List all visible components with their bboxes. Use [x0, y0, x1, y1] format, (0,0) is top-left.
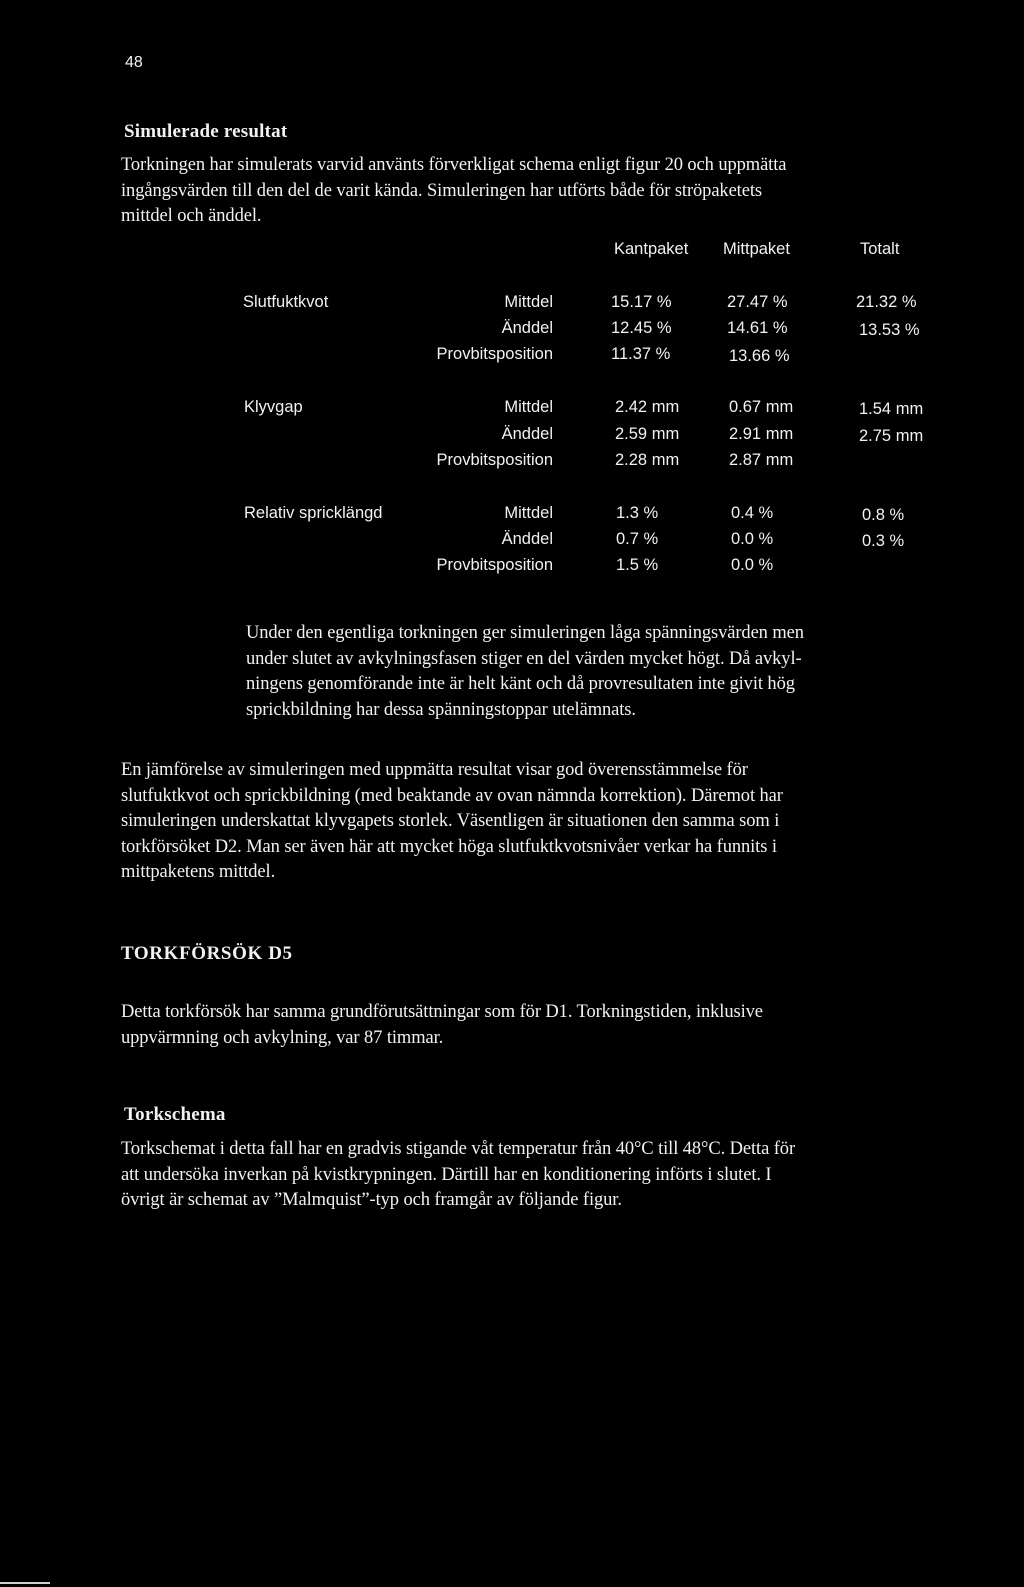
- table-cell: 2.91 mm: [729, 425, 794, 443]
- paragraph-line: under slutet av avkylningsfasen stiger en del värden mycket högt. Då avkyl-: [246, 648, 802, 669]
- paragraph-line: att undersöka inverkan på kvistkrypningen. Därtill har en konditionering införts i slutet. I: [121, 1164, 772, 1185]
- column-header-kantpaket: Kantpaket: [614, 240, 689, 258]
- page-number: 48: [125, 54, 143, 71]
- paragraph-line: simuleringen underskattat klyvgapets storlek. Väsentligen är situationen den samma som i: [121, 811, 780, 831]
- group-label-klyvgap: Klyvgap: [244, 398, 303, 416]
- table-cell: 21.32 %: [856, 293, 917, 311]
- row-label: Provbitsposition: [436, 451, 553, 469]
- table-cell: 15.17 %: [611, 293, 672, 311]
- table-cell: 2.28 mm: [615, 451, 680, 469]
- group-label-slutfuktkvot: Slutfuktkvot: [243, 293, 329, 311]
- paragraph-line: Torkschemat i detta fall har en gradvis stigande våt temperatur från 40°C till 48°C. Detta för: [121, 1139, 795, 1159]
- row-label: Provbitsposition: [436, 345, 553, 363]
- section-heading-simulated-results: Simulerade resultat: [124, 121, 288, 142]
- paragraph-line: torkförsöket D2. Man ser även här att mycket höga slutfuktkvotsnivåer verkar ha funnits i: [121, 836, 777, 857]
- intro-line: mittdel och änddel.: [121, 206, 262, 226]
- column-header-totalt: Totalt: [860, 240, 900, 258]
- table-cell: 13.53 %: [859, 321, 920, 339]
- paragraph-line: ningens genomförande inte är helt känt och då provresultaten inte givit hög: [246, 674, 795, 694]
- table-cell: 0.7 %: [616, 530, 659, 548]
- table-cell: 2.75 mm: [859, 427, 924, 445]
- torkschema-paragraph: [121, 1137, 795, 1214]
- intro-paragraph: [121, 153, 786, 230]
- results-table: [0, 0, 1024, 600]
- paragraph-line: mittpaketens mittdel.: [121, 862, 276, 882]
- row-label: Änddel: [501, 530, 553, 548]
- paragraph-line: uppvärmning och avkylning, var 87 timmar.: [121, 1027, 444, 1048]
- section-heading-torkschema: Torkschema: [124, 1104, 226, 1125]
- paragraph-line: slutfuktkvot och sprickbildning (med beaktande av ovan nämnda korrektion). Däremot har: [121, 785, 783, 806]
- table-cell: 27.47 %: [727, 293, 788, 311]
- table-cell: 12.45 %: [611, 319, 672, 337]
- table-cell: 13.66 %: [729, 347, 790, 365]
- row-label: Provbitsposition: [436, 556, 553, 574]
- table-cell: 0.0 %: [731, 556, 774, 574]
- row-label: Änddel: [501, 319, 553, 337]
- row-label: Änddel: [501, 425, 553, 443]
- d5-paragraph: [121, 1000, 763, 1051]
- table-cell: 14.61 %: [727, 319, 788, 337]
- intro-line: ingångsvärden till den del de varit kända. Simuleringen har utförts både för ströpaketets: [121, 180, 762, 201]
- table-cell: 1.54 mm: [859, 400, 924, 418]
- row-label: Mittdel: [504, 504, 553, 522]
- group-label-relativ-spricklangd: Relativ spricklängd: [244, 504, 383, 522]
- column-header-mittpaket: Mittpaket: [723, 240, 790, 258]
- table-cell: 11.37 %: [611, 345, 671, 363]
- paragraph-line: sprickbildning har dessa spänningstoppar utelämnats.: [246, 699, 636, 720]
- table-cell: 2.42 mm: [615, 398, 680, 416]
- row-label: Mittdel: [504, 398, 553, 416]
- table-cell: 0.67 mm: [729, 398, 794, 416]
- paragraph-line: Under den egentliga torkningen ger simuleringen låga spänningsvärden men: [246, 623, 804, 643]
- paragraph-line: övrigt är schemat av ”Malmquist”-typ och framgår av följande figur.: [121, 1190, 622, 1210]
- table-cell: 2.59 mm: [615, 425, 680, 443]
- table-cell: 2.87 mm: [729, 451, 794, 469]
- table-cell: 0.3 %: [862, 532, 905, 550]
- table-cell: 1.5 %: [616, 556, 659, 574]
- table-cell: 0.0 %: [731, 530, 774, 548]
- row-label: Mittdel: [504, 293, 553, 311]
- table-cell: 1.3 %: [616, 504, 659, 522]
- table-cell: 0.8 %: [862, 506, 905, 524]
- paragraph-line: Detta torkförsök har samma grundförutsättningar som för D1. Torkningstiden, inklusive: [121, 1002, 763, 1022]
- section-heading-torkforsok-d5: TORKFÖRSÖK D5: [121, 943, 293, 964]
- intro-line: Torkningen har simulerats varvid använts förverkligat schema enligt figur 20 och uppmätta: [121, 155, 787, 175]
- comparison-paragraph: [121, 758, 783, 886]
- bottom-rule: [0, 1582, 50, 1584]
- stress-paragraph: [246, 621, 804, 723]
- paragraph-line: En jämförelse av simuleringen med uppmätta resultat visar god överensstämmelse för: [121, 760, 748, 780]
- table-cell: 0.4 %: [731, 504, 774, 522]
